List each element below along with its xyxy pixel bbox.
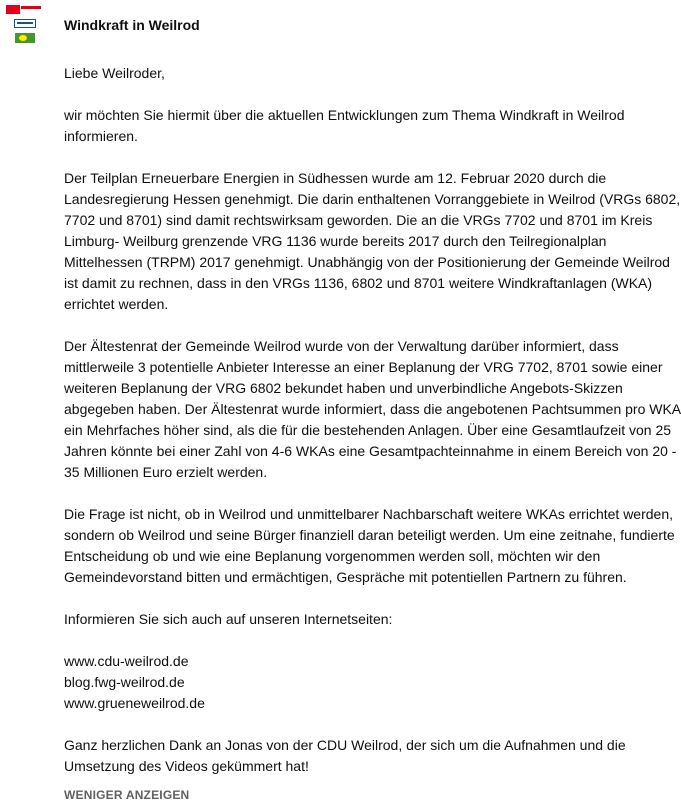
closing-paragraph bbox=[64, 735, 678, 777]
description-line: Informieren Sie sich auch auf unseren Internetseiten: bbox=[64, 611, 393, 627]
description-line: Jahren könnte bei einer Zahl von 4-6 WKAs eine Gesamtpachteinnahme in einem Bereich von 20 - bbox=[64, 443, 677, 459]
description-line: errichtet werden. bbox=[64, 296, 169, 312]
description-line: Der Teilplan Erneuerbare Energien in Südhessen wurde am 12. Februar 2020 durch die bbox=[64, 170, 607, 186]
link-gruene-weilrod: www.grueneweilrod.de bbox=[64, 695, 205, 711]
description-line: weiteren Beplanung der VRG 6802 bekundet haben und unverbindliche Angebots-Skizzen bbox=[64, 380, 623, 396]
description-line: abgegeben haben. Der Ältestenrat wurde informiert, dass die angebotenen Pachtsummen pro WKA bbox=[64, 401, 681, 417]
description-line: ein Mehrfaches höher sind, als die für die bestehenden Anlagen. Über eine Gesamtlaufzeit von 25 bbox=[64, 422, 672, 438]
show-less-button[interactable]: WENIGER ANZEIGEN bbox=[64, 788, 190, 802]
description-line: Die Frage ist nicht, ob in Weilrod und unmittelbarer Nachbarschaft weitere WKAs errichtet werden, bbox=[64, 506, 674, 522]
description-line: Liebe Weilroder, bbox=[64, 65, 165, 81]
gruene-logo-icon bbox=[15, 33, 35, 43]
description-paragraph bbox=[64, 609, 678, 630]
description-line: mittlerweile 3 potentielle Anbieter Interesse an einer Beplanung der VRG 7702, 8701 sowie einer bbox=[64, 359, 663, 375]
cdu-logo-icon bbox=[6, 5, 20, 14]
website-links bbox=[64, 651, 678, 714]
description-line: ist damit zu rechnen, dass in den VRGs 1136, 6802 und 8701 weitere Windkraftanlagen (WKA) bbox=[64, 275, 653, 291]
description-paragraph bbox=[64, 105, 678, 147]
channel-avatar[interactable] bbox=[5, 4, 43, 44]
cdu-logo-stripe bbox=[21, 6, 41, 9]
description-line: sondern ob Weilrod und seine Bürger finanziell daran beteiligt werden. Um eine zeitnahe, fundierte bbox=[64, 527, 675, 543]
description-paragraph bbox=[64, 504, 678, 588]
description-paragraph bbox=[64, 336, 681, 483]
video-description bbox=[64, 63, 681, 798]
description-line: Ganz herzlichen Dank an Jonas von der CDU Weilrod, der sich um die Aufnahmen und die bbox=[64, 737, 626, 753]
link-cdu-weilrod: www.cdu-weilrod.de bbox=[64, 653, 189, 669]
description-line: Entscheidung ob und wie eine Beplanung vorgenommen werden soll, möchten wir den bbox=[64, 548, 601, 564]
description-line: Mittelhessen (TRPM) 2017 genehmigt. Unabhängig von der Positionierung der Gemeinde Weilrod bbox=[64, 254, 670, 270]
description-line: informieren. bbox=[64, 128, 138, 144]
fwg-logo-icon bbox=[14, 19, 36, 28]
link-fwg-weilrod: blog.fwg-weilrod.de bbox=[64, 674, 185, 690]
description-line: Gemeindevorstand bitten und ermächtigen, Gespräche mit potentiellen Partnern zu führen. bbox=[64, 569, 627, 585]
description-line: 7702 und 8701) sind damit rechtswirksam geworden. Die an die VRGs 7702 und 8701 im Kreis bbox=[64, 212, 653, 228]
description-paragraph bbox=[64, 168, 681, 315]
greeting bbox=[64, 63, 678, 84]
channel-title[interactable]: Windkraft in Weilrod bbox=[64, 17, 200, 33]
description-line: Limburg- Weilburg grenzende VRG 1136 wurde bereits 2017 durch den Teilregionalplan bbox=[64, 233, 607, 249]
description-line: Umsetzung des Videos gekümmert hat! bbox=[64, 758, 309, 774]
description-line: Der Ältestenrat der Gemeinde Weilrod wurde von der Verwaltung darüber informiert, dass bbox=[64, 338, 619, 354]
description-line: wir möchten Sie hiermit über die aktuellen Entwicklungen zum Thema Windkraft in Weilrod bbox=[64, 107, 625, 123]
description-line: Landesregierung Hessen genehmigt. Die darin enthaltenen Vorranggebiete in Weilrod (VRGs 6802, bbox=[64, 191, 681, 207]
description-line: 35 Millionen Euro erzielt werden. bbox=[64, 464, 268, 480]
